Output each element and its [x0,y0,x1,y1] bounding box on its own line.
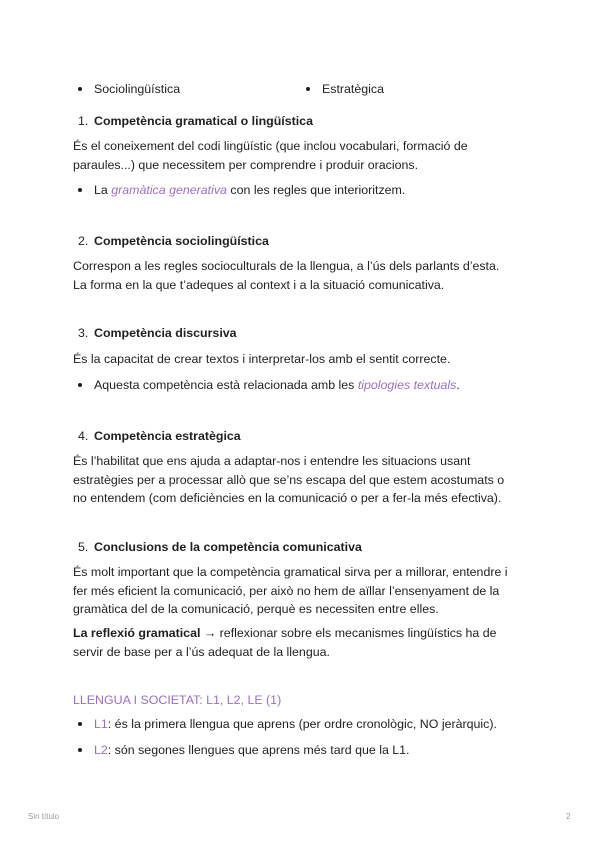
paragraph-line: servir de base per a l’ús adequat de la llengua. [73,644,330,659]
text-span: → reflexionar sobre els mecanismes lingüístics ha de [200,626,497,640]
list-item [78,741,410,760]
list-item [78,715,497,734]
bullet-icon [78,748,82,752]
section-title: Competència gramatical o lingüística [94,114,313,128]
list-item [78,376,460,395]
inline-link[interactable]: gramàtica generativa [111,183,227,197]
bullet-icon [78,383,82,387]
bullet-icon [78,722,82,726]
inline-link[interactable]: tipologies textuals [357,378,457,392]
list-item-text: Estratègica [322,82,384,96]
section-heading-2 [78,232,269,251]
paragraph [73,137,533,174]
paragraph-line: gramàtica del de la comunicació, perquè es necessiten entre elles. [73,602,439,616]
bullet-icon [306,87,310,91]
list-item [78,181,405,200]
bullet-icon [78,87,82,91]
term-label: L1 [94,717,108,731]
paragraph [73,257,533,294]
list-item [306,80,384,99]
paragraph-line: És l’habilitat que ens ajuda a adaptar-nos i entendre les situacions usant [73,454,471,468]
section-number: 5. [78,540,89,554]
list-item-text: Sociolingüística [94,82,181,96]
paragraph-line: És molt important que la competència gramatical sirva per a millorar, entendre i [73,565,508,579]
paragraph-line: Correspon a les regles socioculturals de la llengua, a l’ús dels parlants d’esta. [73,259,500,273]
paragraph [73,452,533,508]
section-heading-1 [78,112,313,131]
paragraph [73,624,533,661]
paragraph [73,350,533,369]
section-number: 4. [78,429,89,443]
text-span: : és la primera llengua que aprens (per ordre cronològic, NO jeràrquic). [107,717,497,731]
footer-title: Sin título [28,812,60,821]
list-item [78,80,180,99]
section-title: Competència sociolingüística [94,234,269,248]
page-number: 2 [566,812,571,821]
list-item-text [94,181,405,200]
paragraph-line: estratègies per a processar allò que se’ns escapa del que estem acostumats o [73,472,505,487]
text-span: La [94,183,112,197]
section-heading-4 [78,427,241,446]
text-span: : són segones llengues que aprens més tard que la L1. [107,743,410,757]
section-number: 2. [78,234,89,248]
bold-term: La reflexió gramatical [73,626,201,640]
text-span: con les regles que interioritzem. [226,183,406,197]
list-item-text [94,715,497,734]
paragraph-line: La forma en la que t’adeques al context i a la situació comunicativa. [73,277,445,292]
section-title: Competència estratègica [94,429,241,443]
list-item-text [94,376,460,395]
paragraph-line [73,624,533,643]
paragraph-line: no entendem (com deficiències en la comunicació o per a fer-la més efectiva). [73,491,502,505]
list-item-text [94,741,410,760]
paragraph-line: paraules...) que necessitem per comprendre i produir oracions. [73,157,419,172]
paragraph-line: fer més eficient la comunicació, per això no hem de aïllar l’ensenyament de la [73,583,500,598]
text-span: . [456,378,460,392]
paragraph [73,563,533,619]
section-number: 1. [78,114,89,128]
section-heading-llengua: LLENGUA I SOCIETAT: L1, L2, LE (1) [73,693,282,707]
term-label: L2 [94,743,108,757]
section-heading-3 [78,324,237,343]
section-number: 3. [78,326,89,340]
paragraph-line: És la capacitat de crear textos i interpretar-los amb el sentit correcte. [73,352,451,366]
text-span: Aquesta competència està relacionada amb les [94,378,358,392]
section-title: Conclusions de la competència comunicativa [94,540,362,554]
paragraph-line: És el coneixement del codi lingüístic (que inclou vocabulari, formació de [73,139,468,153]
section-title: Competència discursiva [94,326,237,340]
bullet-icon [78,188,82,192]
section-heading-5 [78,538,362,557]
